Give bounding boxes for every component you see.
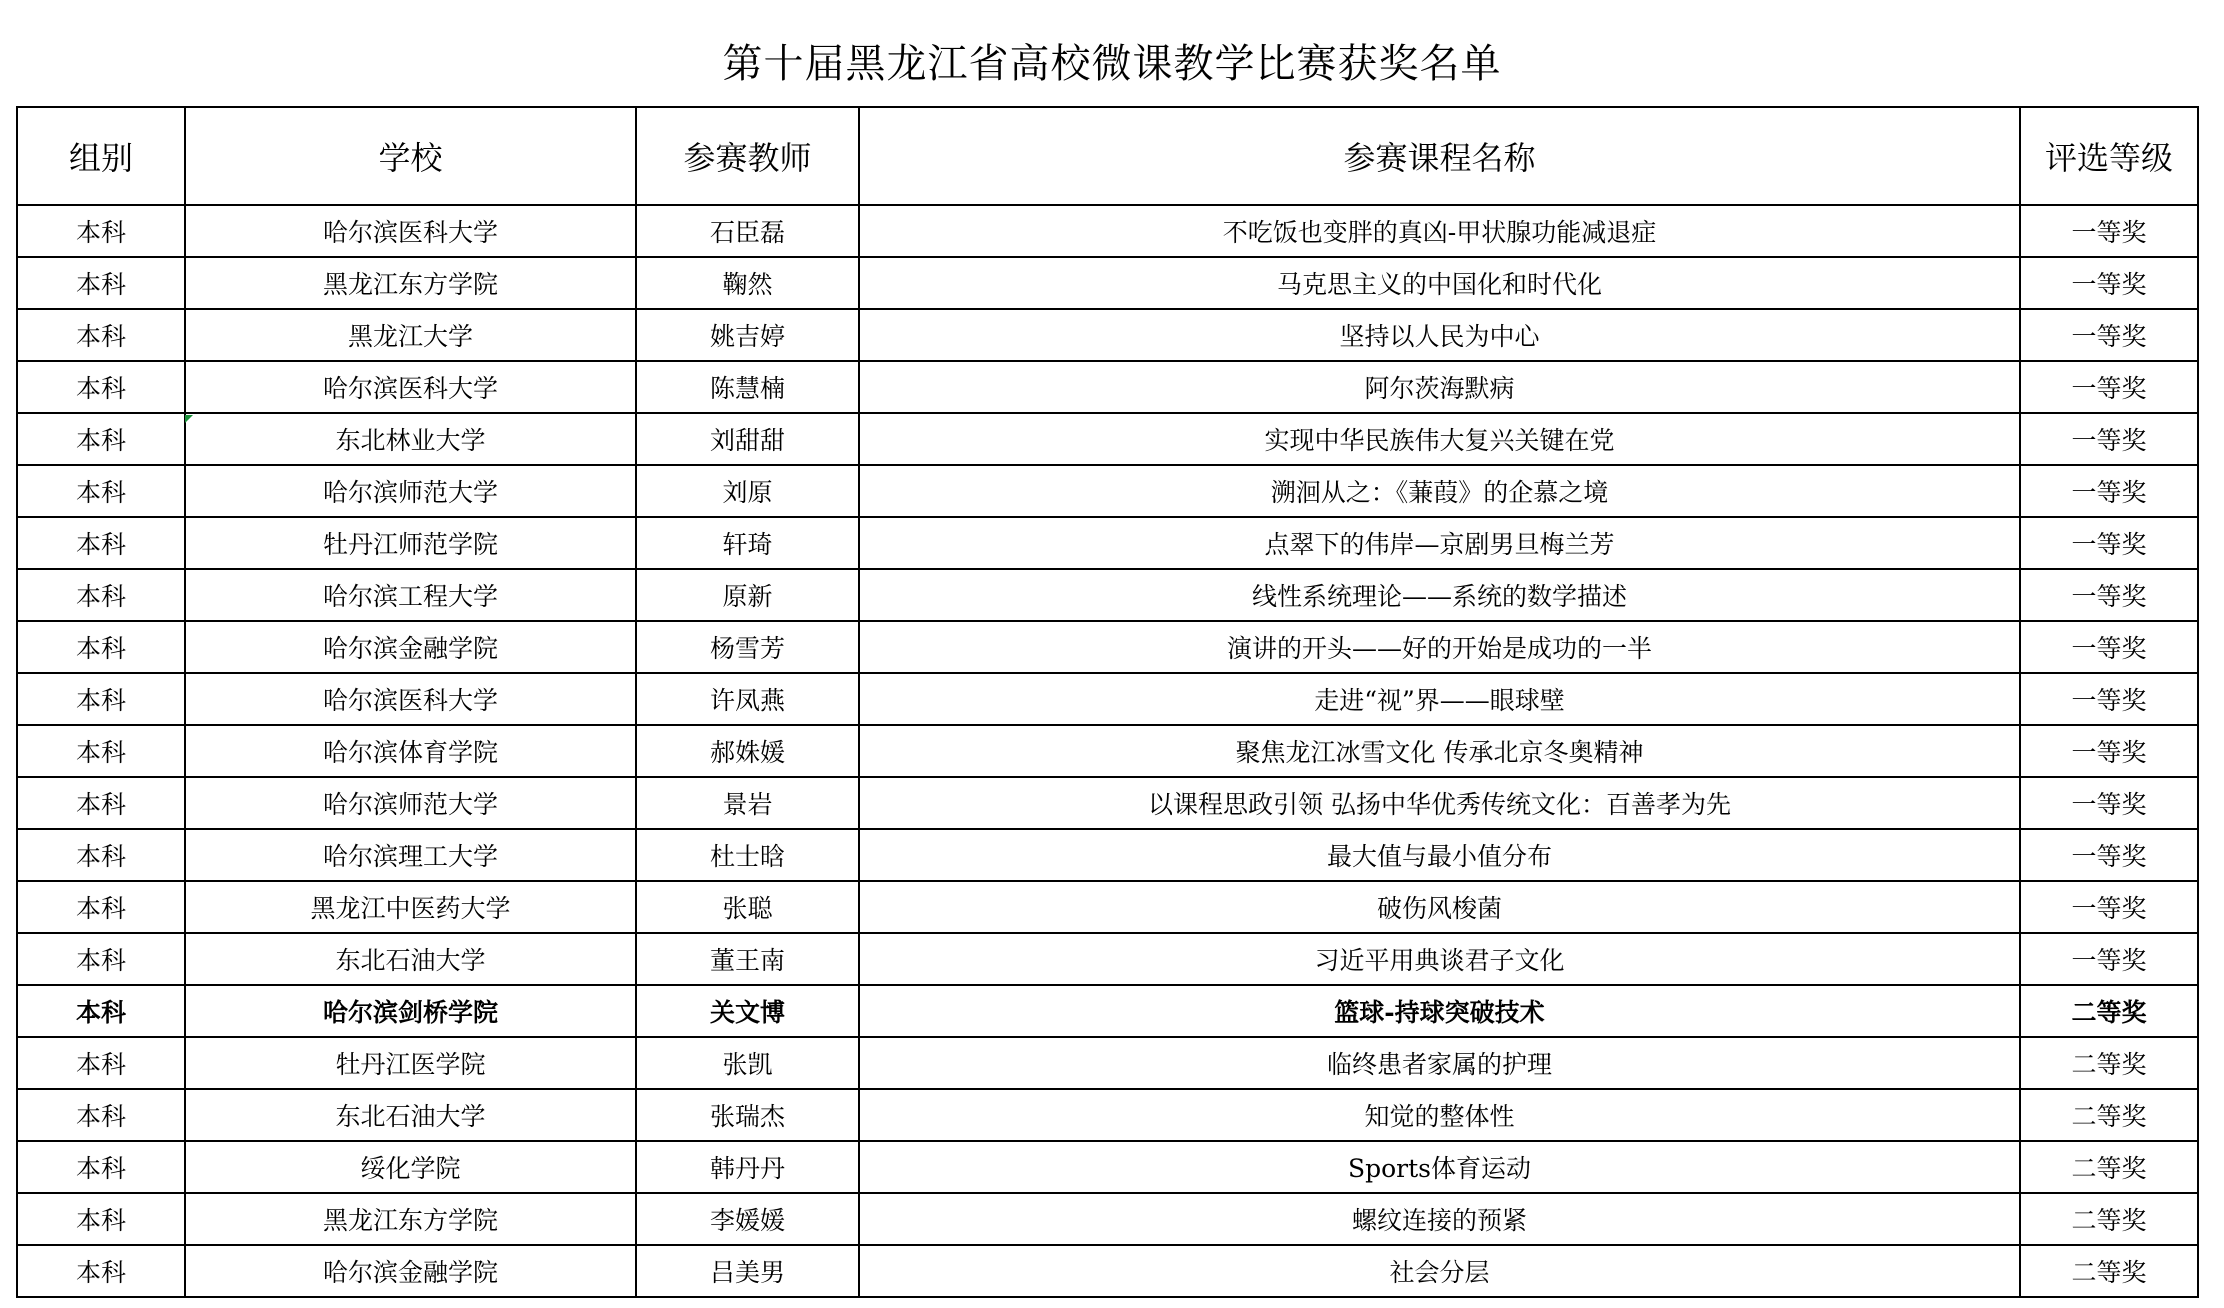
- cell-level[interactable]: 二等奖: [2020, 1193, 2198, 1245]
- table-body: [17, 205, 2198, 1297]
- cell-group[interactable]: 本科: [17, 1037, 185, 1089]
- cell-level[interactable]: 二等奖: [2020, 985, 2198, 1037]
- cell-school[interactable]: 黑龙江东方学院: [185, 257, 636, 309]
- cell-level[interactable]: 一等奖: [2020, 933, 2198, 985]
- table-row: [17, 1193, 2198, 1245]
- cell-course[interactable]: 线性系统理论——系统的数学描述: [859, 569, 2020, 621]
- table-row: [17, 569, 2198, 621]
- cell-school[interactable]: 哈尔滨医科大学: [185, 673, 636, 725]
- cell-group[interactable]: 本科: [17, 673, 185, 725]
- cell-course[interactable]: 破伤风梭菌: [859, 881, 2020, 933]
- cell-school[interactable]: 黑龙江大学: [185, 309, 636, 361]
- cell-group[interactable]: 本科: [17, 1245, 185, 1297]
- cell-teacher[interactable]: 韩丹丹: [636, 1141, 859, 1193]
- cell-group[interactable]: 本科: [17, 933, 185, 985]
- cell-course[interactable]: 习近平用典谈君子文化: [859, 933, 2020, 985]
- cell-level[interactable]: 一等奖: [2020, 621, 2198, 673]
- cell-teacher[interactable]: 许凤燕: [636, 673, 859, 725]
- cell-level[interactable]: 一等奖: [2020, 309, 2198, 361]
- cell-course[interactable]: 聚焦龙江冰雪文化 传承北京冬奥精神: [859, 725, 2020, 777]
- cell-course[interactable]: 阿尔茨海默病: [859, 361, 2020, 413]
- cell-school[interactable]: 黑龙江中医药大学: [185, 881, 636, 933]
- cell-course[interactable]: 以课程思政引领 弘扬中华优秀传统文化：百善孝为先: [859, 777, 2020, 829]
- table-row: [17, 413, 2198, 465]
- table-row: [17, 517, 2198, 569]
- cell-teacher[interactable]: 张瑞杰: [636, 1089, 859, 1141]
- table-row: [17, 1089, 2198, 1141]
- cell-school[interactable]: 牡丹江师范学院: [185, 517, 636, 569]
- table-row: [17, 725, 2198, 777]
- cell-course[interactable]: 坚持以人民为中心: [859, 309, 2020, 361]
- header-group[interactable]: 组别: [17, 107, 185, 205]
- cell-teacher[interactable]: 景岩: [636, 777, 859, 829]
- page-title: 第十届黑龙江省高校微课教学比赛获奖名单: [722, 41, 1502, 87]
- cell-group[interactable]: 本科: [17, 1089, 185, 1141]
- cell-teacher[interactable]: 董王南: [636, 933, 859, 985]
- cell-course[interactable]: 走进“视”界——眼球壁: [859, 673, 2020, 725]
- cell-teacher[interactable]: 姚吉婷: [636, 309, 859, 361]
- cell-school[interactable]: 哈尔滨金融学院: [185, 621, 636, 673]
- cell-teacher[interactable]: 陈慧楠: [636, 361, 859, 413]
- cell-course[interactable]: 演讲的开头——好的开始是成功的一半: [859, 621, 2020, 673]
- header-course[interactable]: 参赛课程名称: [859, 107, 2020, 205]
- cell-teacher[interactable]: 张聪: [636, 881, 859, 933]
- awards-table: [16, 106, 2199, 1298]
- cell-course[interactable]: 点翠下的伟岸—京剧男旦梅兰芳: [859, 517, 2020, 569]
- cell-teacher[interactable]: 石臣磊: [636, 205, 859, 257]
- cell-teacher[interactable]: 刘原: [636, 465, 859, 517]
- cell-level[interactable]: 一等奖: [2020, 881, 2198, 933]
- header-row: [17, 107, 2198, 205]
- table-row: [17, 777, 2198, 829]
- cell-teacher[interactable]: 杜士晗: [636, 829, 859, 881]
- cell-school[interactable]: 东北石油大学: [185, 933, 636, 985]
- table-row: [17, 309, 2198, 361]
- cell-school[interactable]: 哈尔滨金融学院: [185, 1245, 636, 1297]
- cell-school[interactable]: 哈尔滨剑桥学院: [185, 985, 636, 1037]
- table-row: [17, 829, 2198, 881]
- cell-teacher[interactable]: 轩琦: [636, 517, 859, 569]
- cell-level[interactable]: 一等奖: [2020, 673, 2198, 725]
- table-row: [17, 205, 2198, 257]
- table-row: [17, 881, 2198, 933]
- cell-group[interactable]: 本科: [17, 413, 185, 465]
- cell-course[interactable]: Sports体育运动: [859, 1141, 2020, 1193]
- cell-school[interactable]: 黑龙江东方学院: [185, 1193, 636, 1245]
- cell-group[interactable]: 本科: [17, 205, 185, 257]
- cell-group[interactable]: 本科: [17, 257, 185, 309]
- cell-course[interactable]: 螺纹连接的预紧: [859, 1193, 2020, 1245]
- cell-level[interactable]: 二等奖: [2020, 1089, 2198, 1141]
- cell-teacher[interactable]: 郝姝媛: [636, 725, 859, 777]
- cell-school[interactable]: 哈尔滨医科大学: [185, 205, 636, 257]
- cell-group[interactable]: 本科: [17, 465, 185, 517]
- cell-teacher[interactable]: 鞠然: [636, 257, 859, 309]
- cell-course[interactable]: 不吃饭也变胖的真凶-甲状腺功能减退症: [859, 205, 2020, 257]
- cell-school[interactable]: 哈尔滨工程大学: [185, 569, 636, 621]
- cell-group[interactable]: 本科: [17, 517, 185, 569]
- cell-level[interactable]: 二等奖: [2020, 1245, 2198, 1297]
- table-row: [17, 1037, 2198, 1089]
- table-row: [17, 621, 2198, 673]
- cell-group[interactable]: 本科: [17, 569, 185, 621]
- cell-level[interactable]: 二等奖: [2020, 1037, 2198, 1089]
- cell-level[interactable]: 一等奖: [2020, 361, 2198, 413]
- cell-course[interactable]: 知觉的整体性: [859, 1089, 2020, 1141]
- cell-school[interactable]: 东北林业大学: [185, 413, 636, 465]
- cell-level[interactable]: 一等奖: [2020, 257, 2198, 309]
- cell-group[interactable]: 本科: [17, 309, 185, 361]
- cell-school[interactable]: 东北石油大学: [185, 1089, 636, 1141]
- cell-level[interactable]: 一等奖: [2020, 517, 2198, 569]
- cell-course[interactable]: 溯洄从之：《蒹葭》的企慕之境: [859, 465, 2020, 517]
- cell-course[interactable]: 实现中华民族伟大复兴关键在党: [859, 413, 2020, 465]
- cell-school[interactable]: 哈尔滨理工大学: [185, 829, 636, 881]
- cell-course[interactable]: 马克思主义的中国化和时代化: [859, 257, 2020, 309]
- header-teacher[interactable]: 参赛教师: [636, 107, 859, 205]
- cell-school[interactable]: 哈尔滨体育学院: [185, 725, 636, 777]
- cell-group[interactable]: 本科: [17, 1193, 185, 1245]
- table-row: [17, 1245, 2198, 1297]
- cell-level[interactable]: 一等奖: [2020, 465, 2198, 517]
- header-level[interactable]: 评选等级: [2020, 107, 2198, 205]
- cell-course[interactable]: 篮球-持球突破技术: [859, 985, 2020, 1037]
- cell-teacher[interactable]: 张凯: [636, 1037, 859, 1089]
- cell-comment-marker: [185, 415, 193, 423]
- table-row: [17, 1141, 2198, 1193]
- cell-teacher[interactable]: 杨雪芳: [636, 621, 859, 673]
- cell-level[interactable]: 一等奖: [2020, 777, 2198, 829]
- cell-school[interactable]: 牡丹江医学院: [185, 1037, 636, 1089]
- cell-course[interactable]: 临终患者家属的护理: [859, 1037, 2020, 1089]
- cell-school[interactable]: 哈尔滨师范大学: [185, 465, 636, 517]
- cell-level[interactable]: 一等奖: [2020, 205, 2198, 257]
- table-row: [17, 933, 2198, 985]
- cell-group[interactable]: 本科: [17, 621, 185, 673]
- cell-teacher[interactable]: 原新: [636, 569, 859, 621]
- cell-school[interactable]: 哈尔滨医科大学: [185, 361, 636, 413]
- cell-level[interactable]: 一等奖: [2020, 569, 2198, 621]
- header-school[interactable]: 学校: [185, 107, 636, 205]
- cell-group[interactable]: 本科: [17, 1141, 185, 1193]
- cell-group[interactable]: 本科: [17, 725, 185, 777]
- cell-group[interactable]: 本科: [17, 881, 185, 933]
- cell-group[interactable]: 本科: [17, 361, 185, 413]
- cell-level[interactable]: 二等奖: [2020, 1141, 2198, 1193]
- cell-teacher[interactable]: 吕美男: [636, 1245, 859, 1297]
- table-row: [17, 673, 2198, 725]
- table-row: [17, 465, 2198, 517]
- cell-group[interactable]: 本科: [17, 985, 185, 1037]
- table-row: [17, 985, 2198, 1037]
- cell-school[interactable]: 绥化学院: [185, 1141, 636, 1193]
- table-row: [17, 361, 2198, 413]
- cell-level[interactable]: 一等奖: [2020, 829, 2198, 881]
- cell-course[interactable]: 最大值与最小值分布: [859, 829, 2020, 881]
- cell-level[interactable]: 一等奖: [2020, 725, 2198, 777]
- cell-course[interactable]: 社会分层: [859, 1245, 2020, 1297]
- cell-teacher[interactable]: 关文博: [636, 985, 859, 1037]
- cell-teacher[interactable]: 李媛媛: [636, 1193, 859, 1245]
- cell-school[interactable]: 哈尔滨师范大学: [185, 777, 636, 829]
- cell-level[interactable]: 一等奖: [2020, 413, 2198, 465]
- table-row: [17, 257, 2198, 309]
- cell-group[interactable]: 本科: [17, 829, 185, 881]
- cell-group[interactable]: 本科: [17, 777, 185, 829]
- cell-teacher[interactable]: 刘甜甜: [636, 413, 859, 465]
